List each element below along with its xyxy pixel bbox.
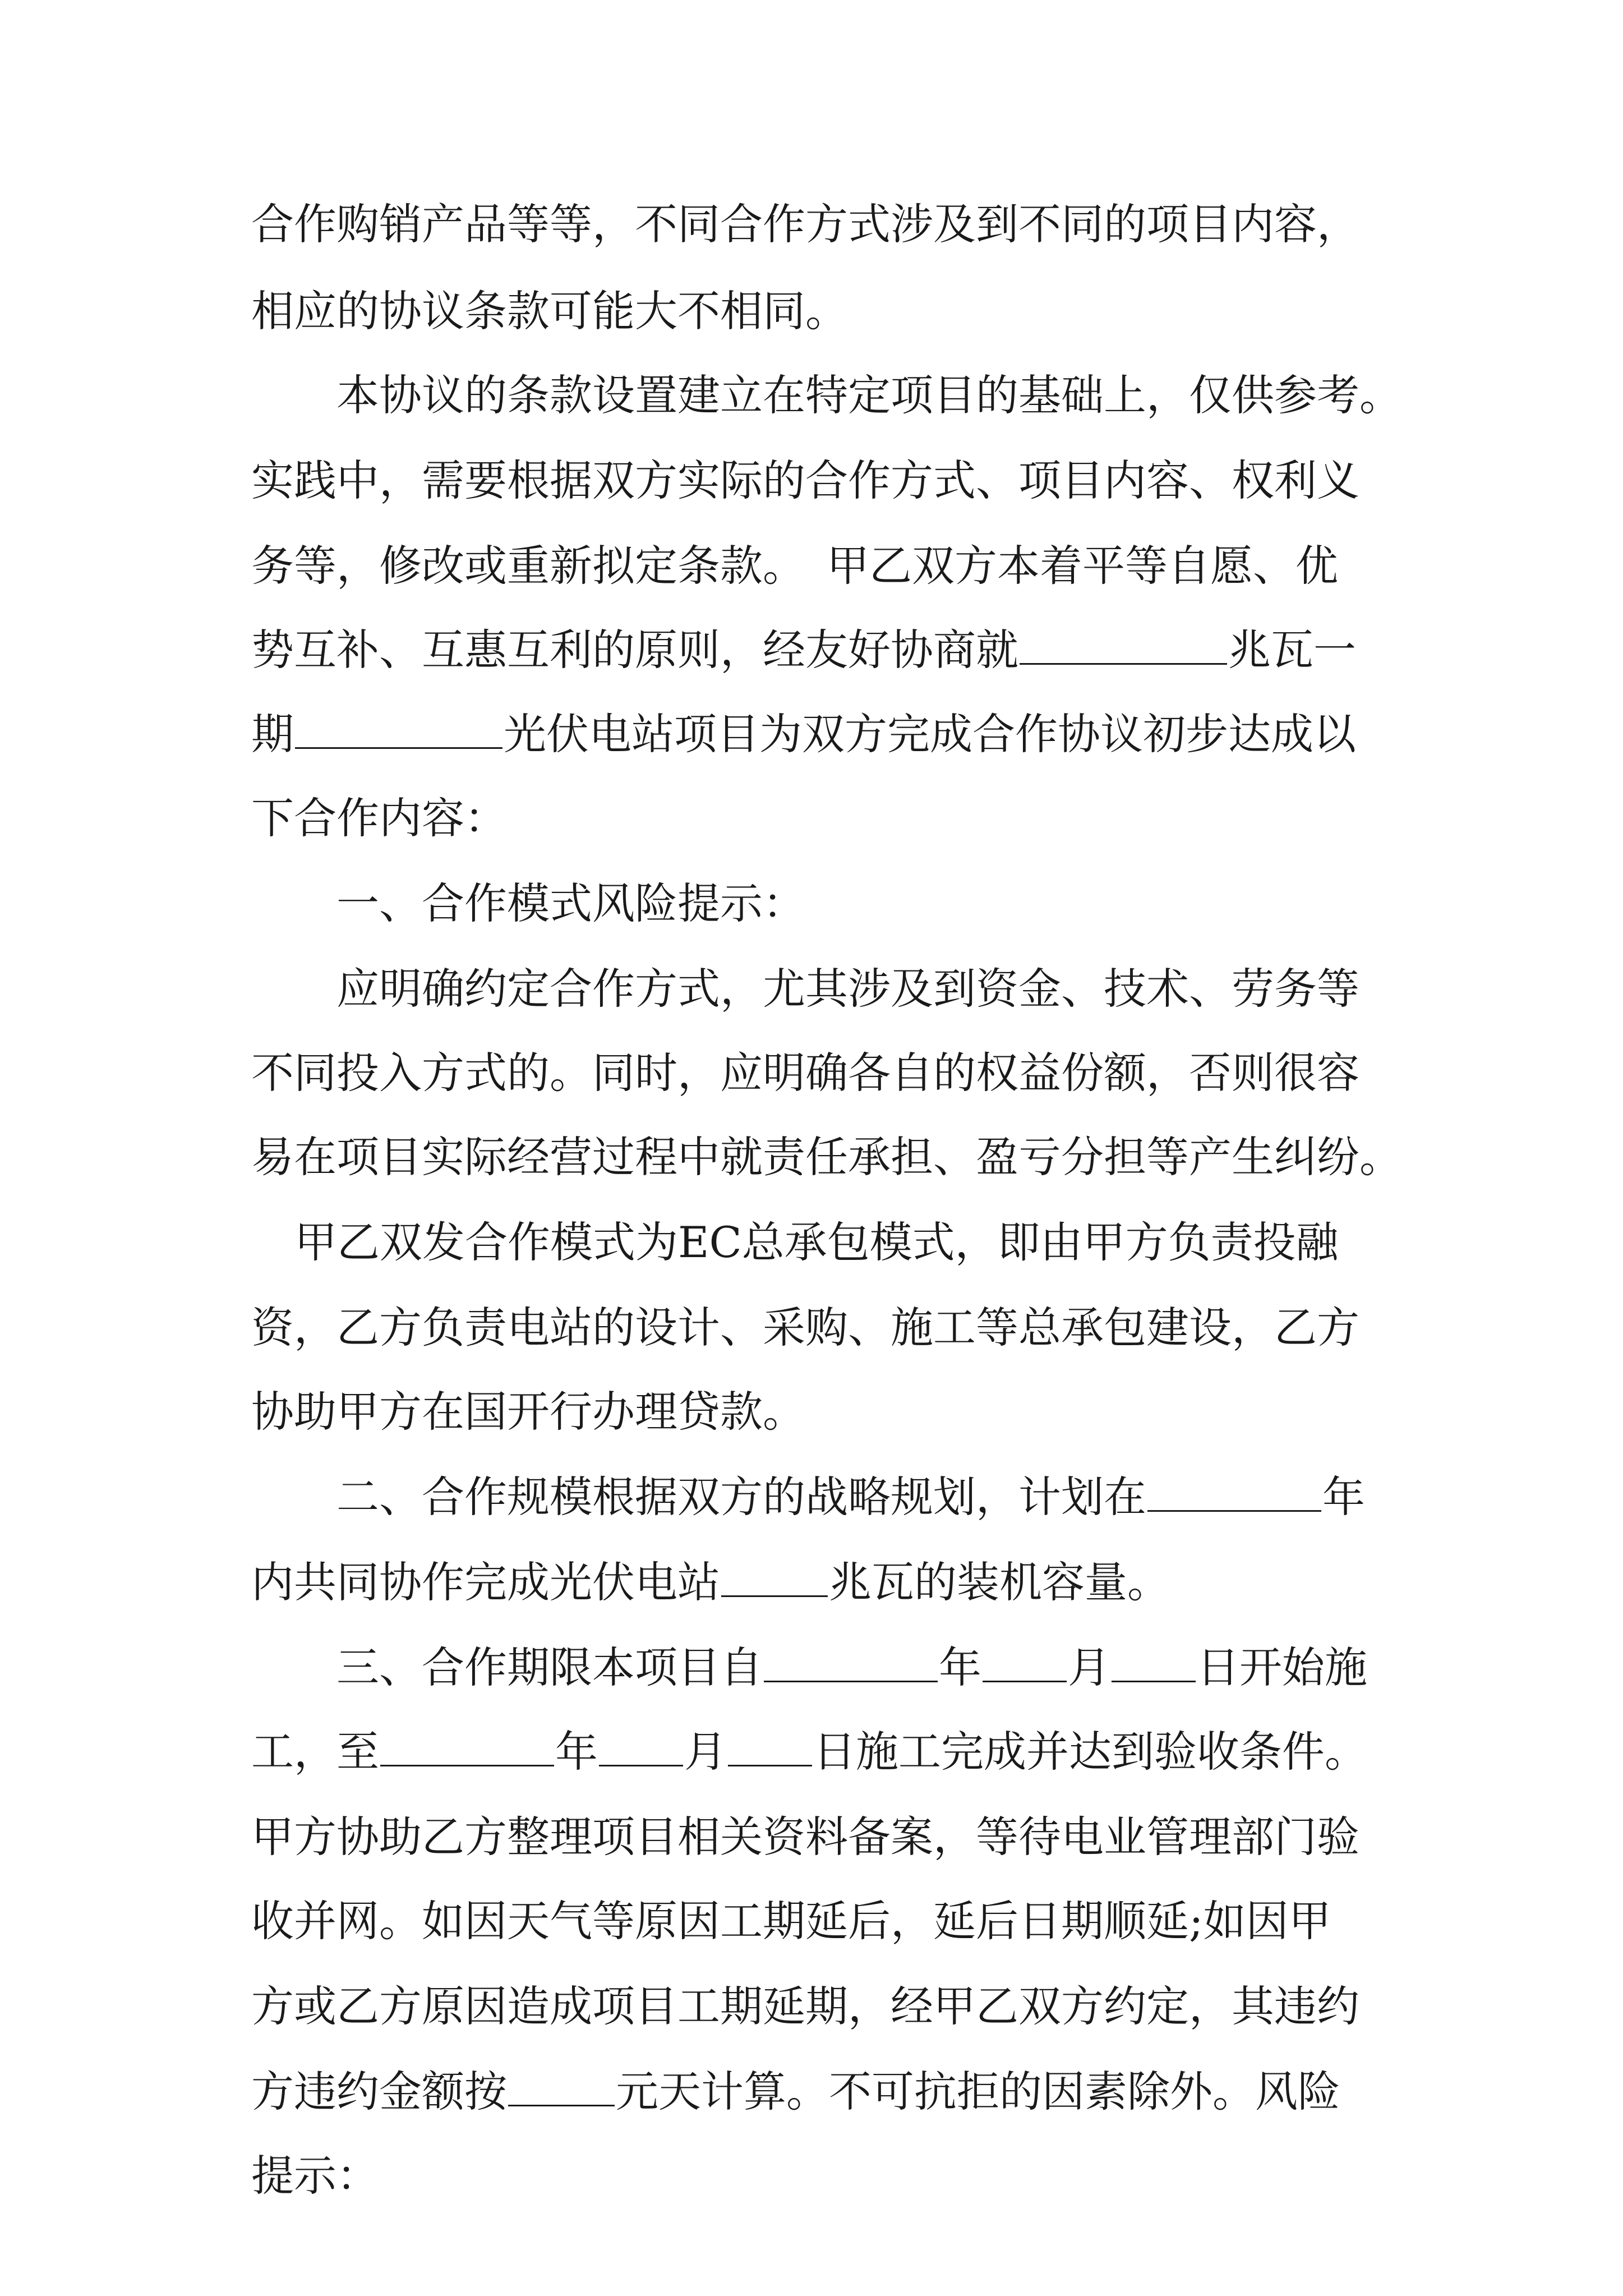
line-text: 应明确约定合作方式，尤其涉及到资金、技术、劳务等 [336, 964, 1359, 1014]
line-text: 提示： [251, 2151, 379, 2201]
paragraph-line [251, 2145, 379, 2207]
paragraph-line [251, 619, 1356, 681]
paragraph-line [251, 280, 848, 342]
line-text: 三、合作期限本项目自 [336, 1642, 763, 1692]
paragraph-line [251, 1381, 805, 1443]
line-text: 务等，修改或重新拟定条款。 甲乙双方本着平等自愿、优 [251, 541, 1338, 591]
line-text: 相应的协议条款可能大不相同。 [251, 286, 848, 336]
paragraph-line [251, 535, 1338, 597]
paragraph-line [251, 1126, 1402, 1188]
line-text: 元天计算。不可抗拒的因素除外。风险 [616, 2067, 1340, 2116]
paragraph-line [251, 1976, 1359, 2037]
line-text: 一、合作模式风险提示： [336, 878, 805, 928]
fill-in-blank [1112, 1641, 1196, 1682]
line-text: 月 [684, 1727, 727, 1777]
line-text: 不同投入方式的。同时，应明确各自的权益份额，否则很容 [251, 1048, 1359, 1098]
fill-in-blank [983, 1641, 1067, 1682]
fill-in-blank [728, 1726, 812, 1766]
line-text: 方违约金额按 [251, 2067, 507, 2116]
line-text: 实践中，需要根据双方实际的合作方式、项目内容、权利义 [251, 455, 1359, 505]
line-text: 方或乙方原因造成项目工期延期，经甲乙双方约定，其违约 [251, 1981, 1359, 2031]
line-text: 年 [555, 1727, 598, 1777]
line-text: 兆瓦一 [1228, 625, 1356, 675]
line-text: 甲方协助乙方整理项目相关资料备案，等待电业管理部门验 [251, 1812, 1359, 1862]
line-text: 下合作内容： [251, 793, 507, 843]
section-heading [336, 1466, 1365, 1528]
line-text: 二、合作规模根据双方的战略规划，计划在 [336, 1472, 1146, 1522]
fill-in-blank [508, 2065, 615, 2106]
line-text: 期 [251, 709, 294, 759]
line-text: 资，乙方负责电站的设计、采购、施工等总承包建设，乙方 [251, 1303, 1359, 1352]
line-text: 内共同协作完成光伏电站 [251, 1557, 720, 1607]
paragraph-line [251, 1297, 1359, 1359]
fill-in-blank [295, 708, 502, 749]
paragraph-line [251, 1721, 1367, 1783]
paragraph-line [251, 703, 1356, 765]
paragraph-line [251, 450, 1359, 512]
line-text: 合作购销产品等等，不同合作方式涉及到不同的项目内容， [251, 199, 1359, 249]
line-text: 日施工完成并达到验收条件。 [813, 1727, 1367, 1777]
line-text: 本协议的条款设置建立在特定项目的基础上，仅供参考。 [336, 370, 1402, 420]
line-text: 甲乙双发合作模式为EC总承包模式，即由甲方负责投融 [294, 1217, 1339, 1267]
fill-in-blank [764, 1641, 938, 1682]
paragraph-line [251, 788, 507, 849]
fill-in-blank [721, 1556, 828, 1597]
paragraph-line [251, 1042, 1359, 1104]
paragraph-line [251, 194, 1359, 255]
paragraph-line [336, 958, 1359, 1020]
line-text: 日开始施 [1197, 1642, 1367, 1692]
section-heading [336, 1637, 1367, 1699]
line-text: 协助甲方在国开行办理贷款。 [251, 1387, 805, 1437]
paragraph-line [251, 1806, 1359, 1868]
paragraph-line [251, 2061, 1340, 2123]
fill-in-blank [380, 1726, 554, 1766]
line-text: 收并网。如因天气等原因工期延后，延后日期顺延;如因甲 [251, 1896, 1331, 1946]
paragraph-line [251, 1552, 1170, 1613]
fill-in-blank [1147, 1471, 1321, 1512]
paragraph-line [336, 365, 1402, 426]
section-heading [336, 873, 805, 935]
line-text: 月 [1068, 1642, 1110, 1692]
line-text: 易在项目实际经营过程中就责任承担、盈亏分担等产生纠纷。 [251, 1132, 1402, 1182]
paragraph-line [251, 1890, 1331, 1952]
line-text: 年 [1322, 1472, 1365, 1522]
line-text: 势互补、互惠互利的原则，经友好协商就 [251, 625, 1018, 675]
paragraph-line [294, 1212, 1339, 1273]
fill-in-blank [1020, 624, 1227, 665]
line-text: 光伏电站项目为双方完成合作协议初步达成以 [504, 709, 1356, 759]
line-text: 兆瓦的装机容量。 [829, 1557, 1170, 1607]
line-text: 年 [939, 1642, 981, 1692]
fill-in-blank [599, 1726, 683, 1766]
line-text: 工，至 [251, 1727, 379, 1777]
